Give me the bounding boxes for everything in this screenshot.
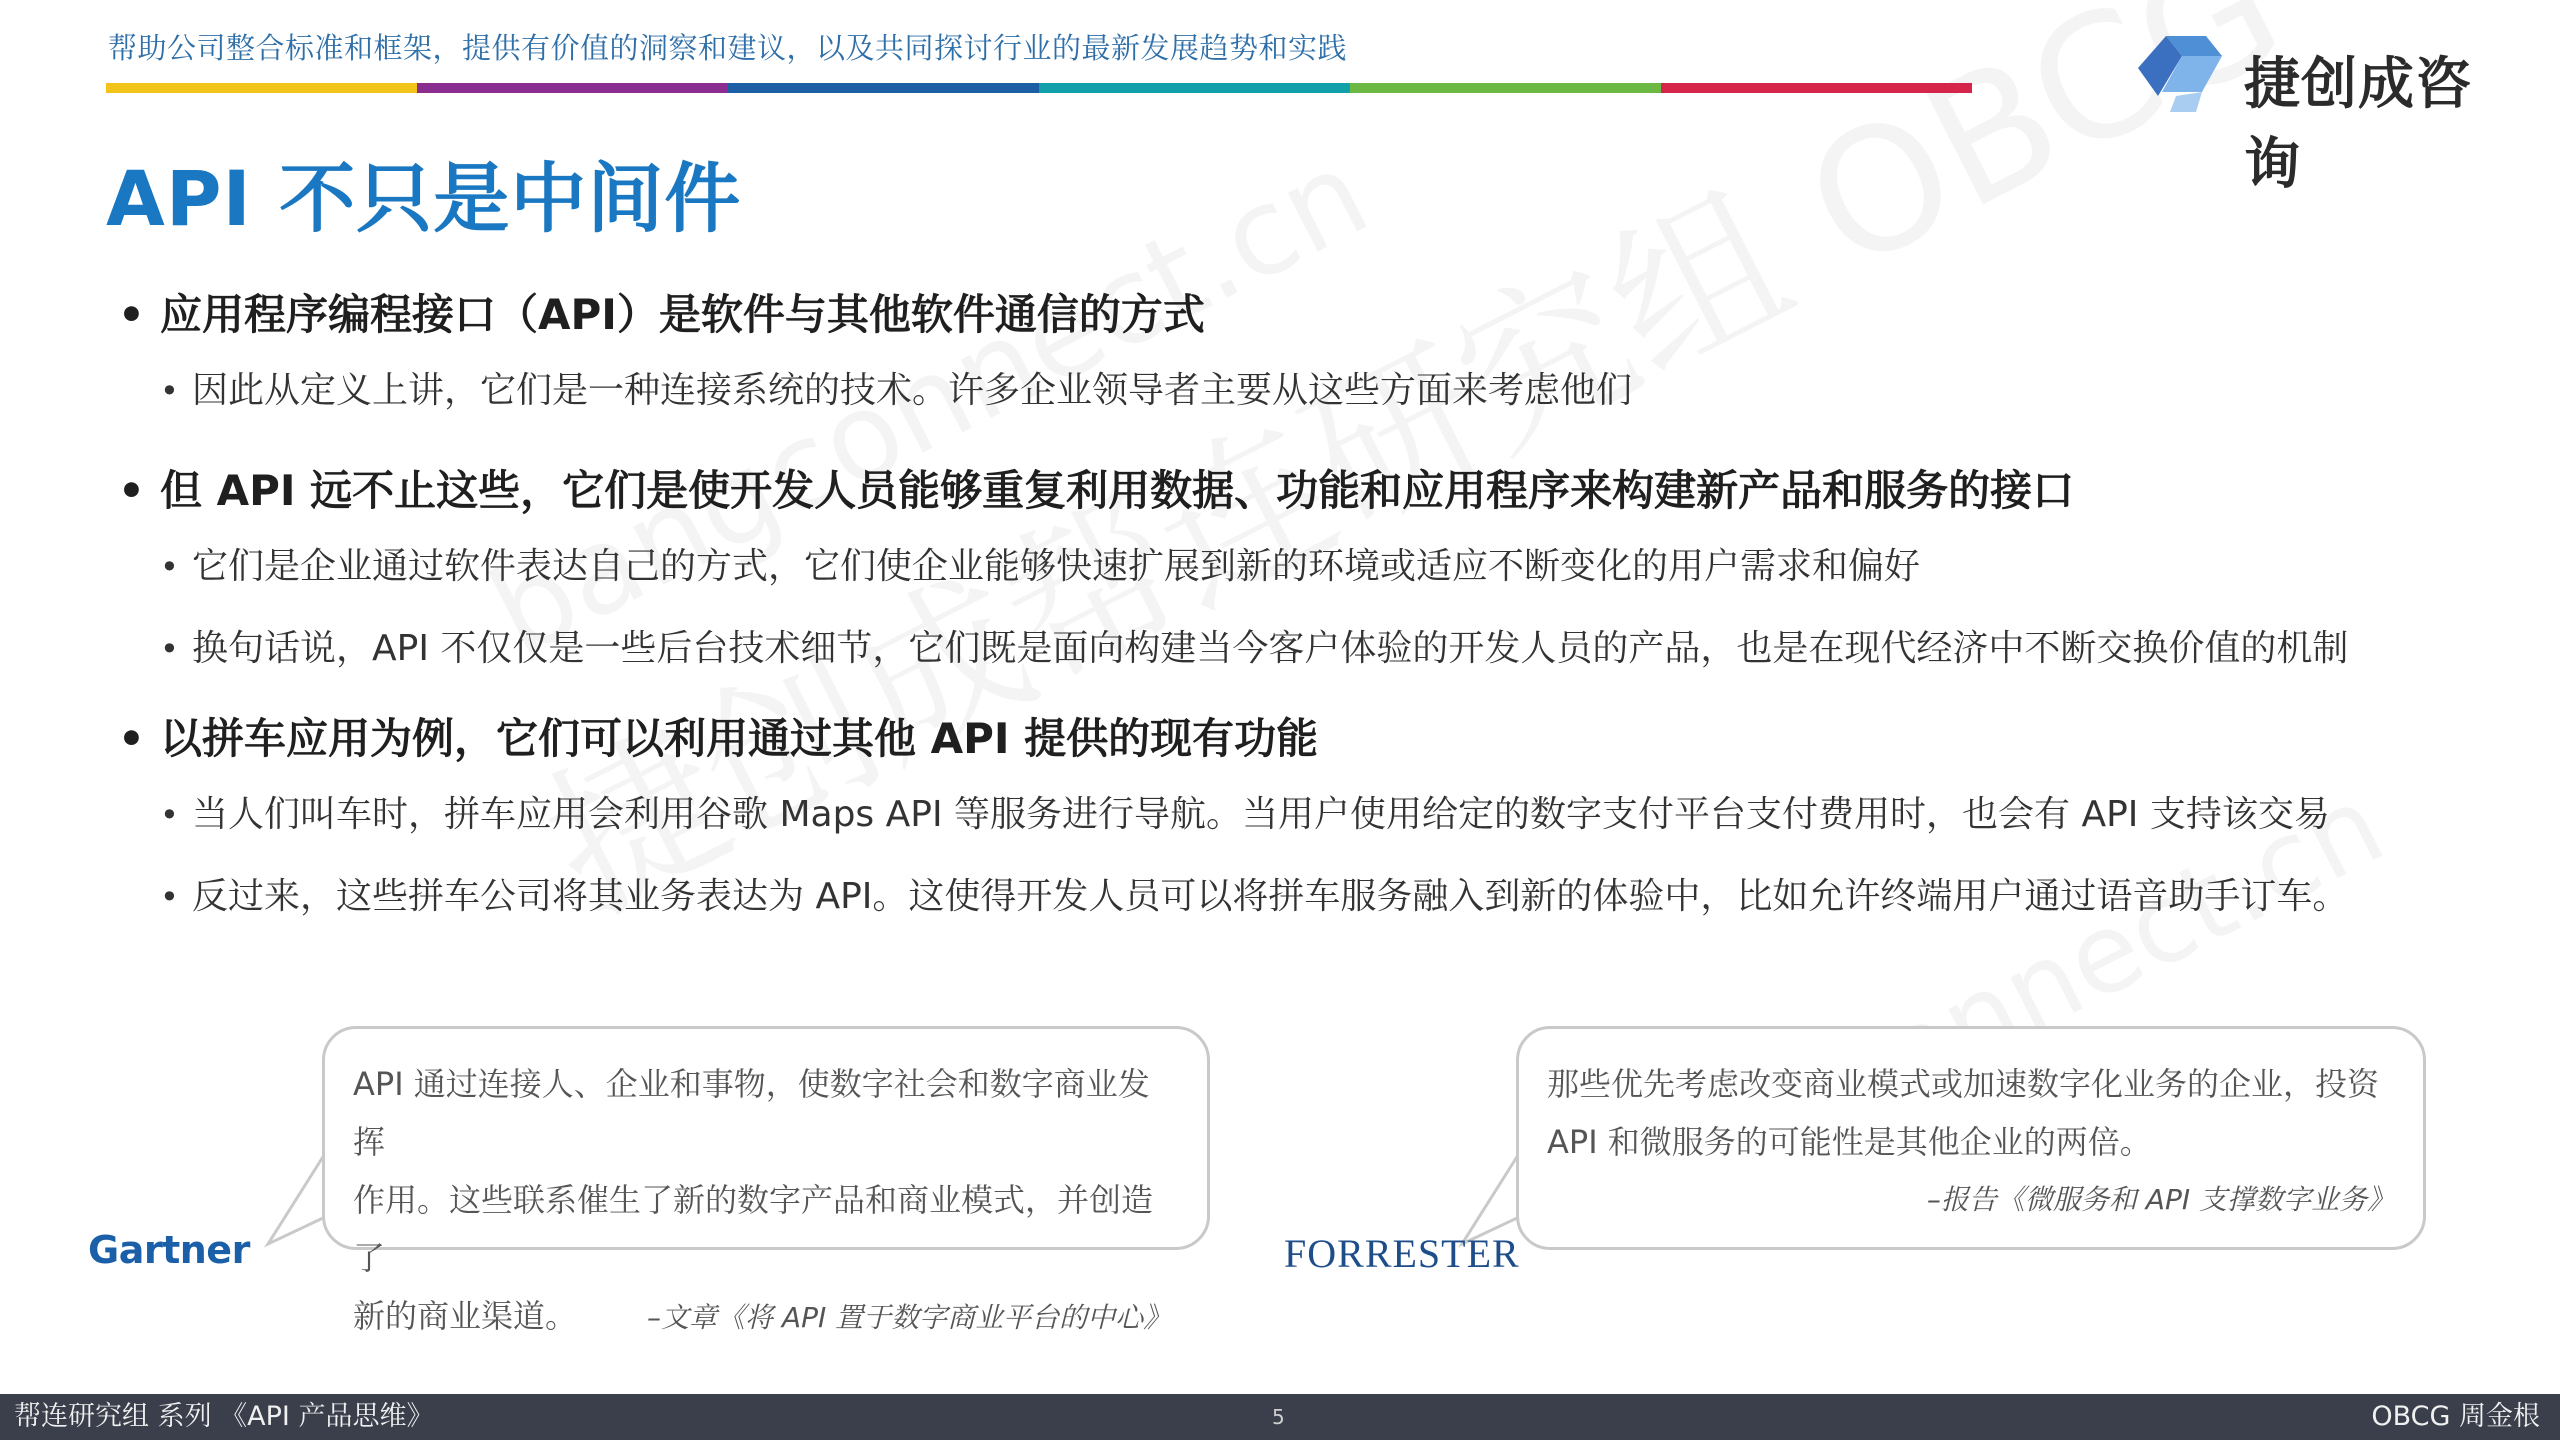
color-segment [1039, 83, 1350, 93]
bullet-level2: • 换句话说，API 不仅仅是一些后台技术细节，它们既是面向构建当今客户体验的开发人员的产品，也是在现代经济中不断交换价值的机制 [118, 608, 2518, 690]
bullet-level2: • 因此从定义上讲，它们是一种连接系统的技术。许多企业领导者主要从这些方面来考虑他们 [118, 350, 2518, 432]
quote-line: API 和微服务的可能性是其他企业的两倍。 [1547, 1123, 2152, 1161]
color-segment [1350, 83, 1661, 93]
quote-box-forrester [1516, 1026, 2426, 1250]
header-color-bar [106, 83, 1972, 93]
color-segment [728, 83, 1039, 93]
quote-line: 那些优先考虑改变商业模式或加速数字化业务的企业，投资 [1547, 1065, 2380, 1103]
quote-box-gartner [322, 1026, 1210, 1335]
bullet-level1: • 应用程序编程接口（API）是软件与其他软件通信的方式 [118, 280, 2518, 350]
color-segment [106, 83, 417, 93]
header-tagline: 帮助公司整合标准和框架，提供有价值的洞察和建议，以及共同探讨行业的最新发展趋势和实践 [108, 31, 1348, 65]
bullet-level1: • 以拼车应用为例，它们可以利用通过其他 API 提供的现有功能 [118, 704, 2518, 774]
page-number: 5 [1272, 1405, 1285, 1429]
footer-series: 帮连研究组 系列 《API 产品思维》 [14, 1401, 434, 1432]
bullet-level2: • 当人们叫车时，拼车应用会利用谷歌 Maps API 等服务进行导航。当用户使用给定的数字支付平台支付费用时，也会有 API 支持该交易 [118, 774, 2518, 856]
bullet-level2: • 它们是企业通过软件表达自己的方式，它们使企业能够快速扩展到新的环境或适应不断变化的用户需求和偏好 [118, 526, 2518, 608]
quote-line: API 通过连接人、企业和事物，使数字社会和数字商业发挥 [353, 1065, 1150, 1161]
quote-source: –报告《微服务和 API 支撑数字业务》 [1926, 1183, 2395, 1216]
quote-line-last [353, 1287, 1181, 1347]
quote-line: 新的商业渠道。 [353, 1297, 578, 1335]
company-logo [2136, 28, 2526, 197]
footer-author: OBCG 周金根 [2371, 1401, 2540, 1432]
bullet-level1: • 但 API 远不止这些，它们是使开发人员能够重复利用数据、功能和应用程序来构建新产品和服务的接口 [118, 456, 2518, 526]
quote-line: 作用。这些联系催生了新的数字产品和商业模式，并创造了 [353, 1181, 1154, 1277]
logo-text: 捷创成咨询 [2244, 52, 2472, 197]
color-segment [1661, 83, 1972, 93]
color-segment [417, 83, 728, 93]
forrester-logo: FORRESTER [1284, 1231, 1520, 1276]
page-title: API 不只是中间件 [106, 154, 742, 243]
footer-bar [0, 1394, 2560, 1440]
bullet-level2: • 反过来，这些拼车公司将其业务表达为 API。这使得开发人员可以将拼车服务融入到新的体验中，比如允许终端用户通过语音助手订车。 [118, 856, 2518, 938]
gartner-logo: Gartner [88, 1228, 250, 1272]
cube-logo-icon [2136, 34, 2232, 114]
bullet-list [118, 280, 2518, 938]
quote-source: –文章《将 API 置于数字商业平台的中心》 [647, 1301, 1172, 1334]
